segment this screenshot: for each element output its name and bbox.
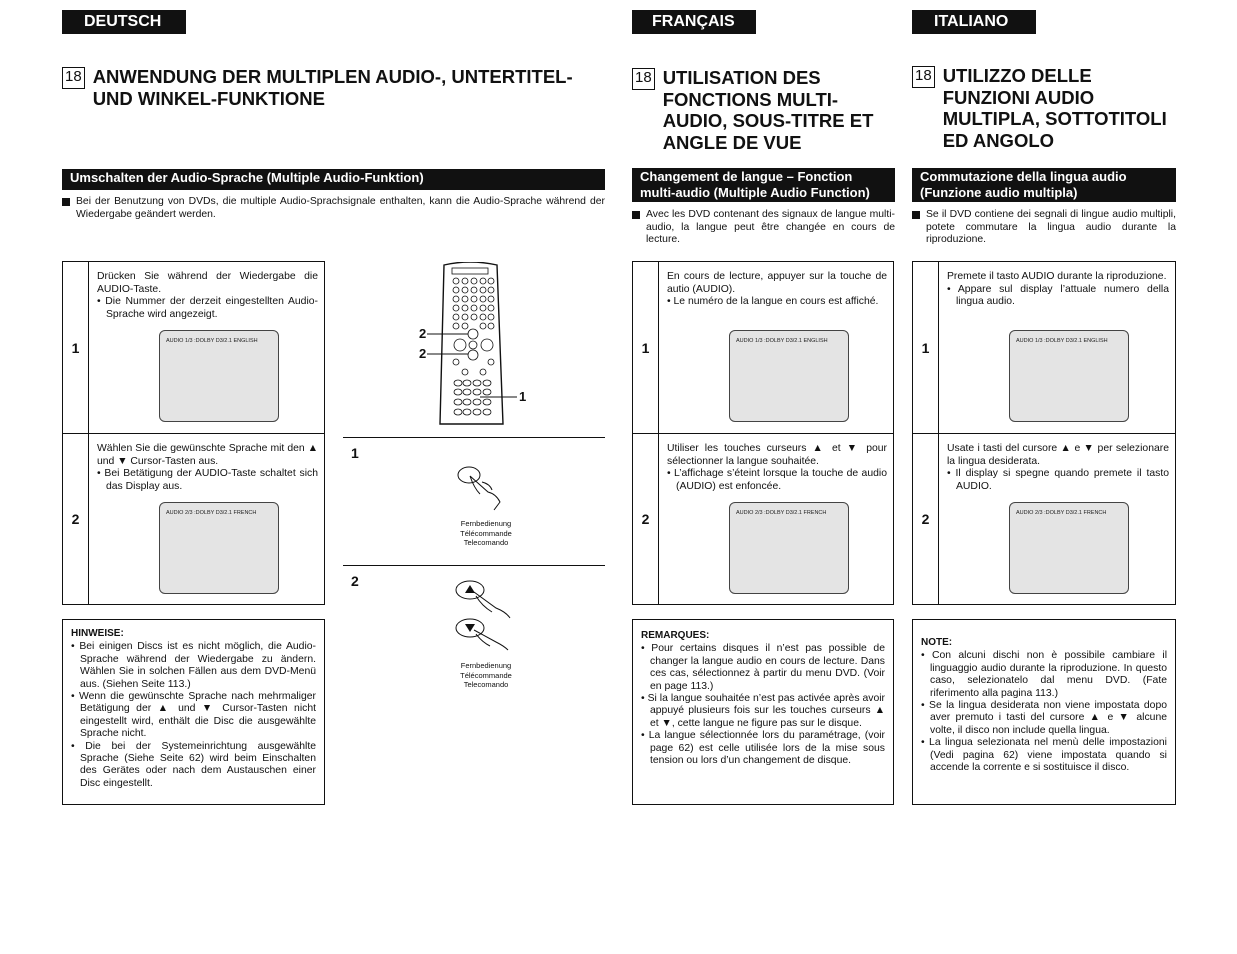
notes-box-de [62,619,325,805]
step-instruction: En cours de lecture, appuyer sur la touche de autio (AUDIO). [667,271,887,295]
intro-text: Bei der Benutzung von DVDs, die multiple Audio-Sprachsignale enthalten, kann die Audio-Sprache während der Wiedergabe geändert werden. [76,196,605,220]
caption-line: Fernbedienung [460,661,512,670]
step-text [667,271,887,309]
page-title-de [93,66,573,109]
language-tab-deutsch: DEUTSCH [62,10,186,34]
step-bullet: • Appare sul display l’attuale numero della lingua audio. [947,283,1169,308]
chapter-heading-de [62,66,602,109]
intro-fr [632,209,895,247]
chapter-heading-fr [632,67,894,153]
step-number: 2 [913,434,939,604]
finger-press-button-icon [452,462,512,512]
step-instruction: Premete il tasto AUDIO durante la riproduzione. [947,271,1167,282]
title-line: UND WINKEL-FUNKTIONE [92,87,325,109]
step-2 [63,434,324,604]
chapter-heading-it [912,65,1176,151]
remote-callout-label: 1 [519,389,527,404]
title-line: MULTIPLA, SOTTOTITOLI [942,108,1167,129]
caption [431,519,541,548]
osd-screen [159,502,279,594]
step-instruction: Drücken Sie während der Wiedergabe die AUDIO-Taste. [97,271,318,295]
step-1 [63,262,324,434]
osd-text: AUDIO 2/3 :DOLBY D3/2.1 FRENCH [736,510,827,516]
step-text [947,271,1169,309]
caption-line: Télécommande [460,670,512,680]
osd-screen [1009,502,1129,594]
notes-box-it [912,619,1176,805]
remote-callout-label: 2 [419,326,427,341]
section-heading-de: Umschalten der Audio-Sprache (Multiple Audio-Funktion) [62,169,605,190]
note-item: • La langue sélectionnée lors du paramétrage, (voir page 62) est celle utilisée lors de la mise sous tension ou lors d’un changement de disque. [641,730,885,767]
osd-screen [159,330,279,422]
section-heading-it [912,168,1176,202]
cursor-up-down-buttons-icon [452,576,516,652]
step-1 [913,262,1175,434]
step-number: 1 [633,262,659,434]
divider [343,565,605,566]
caption-line: Telecomando [463,680,509,689]
chapter-number: 18 [912,66,935,88]
step-bullet: • Die Nummer der derzeit eingestellten Audio-Sprache wird angezeigt. [97,296,318,320]
osd-screen [729,502,849,594]
chapter-number: 18 [632,68,655,90]
step-2 [633,434,893,604]
steps-box-it [912,261,1176,605]
language-tab-italiano: ITALIANO [912,10,1036,34]
osd-screen [1009,330,1129,422]
step-instruction: Usate i tasti del cursore ▲ e ▼ per selezionare la lingua desiderata. [947,443,1169,467]
title-line: FUNZIONI AUDIO [942,86,1095,108]
divider [343,437,605,438]
step-instruction: Utiliser les touches curseurs ▲ et ▼ pour sélectionner la langue souhaitée. [667,443,887,467]
remote-callout-label: 2 [419,346,427,361]
section-heading-fr [632,168,895,202]
caption-line: Fernbedienung [460,519,512,528]
osd-text: AUDIO 1/3 :DOLBY D3/2.1 ENGLISH [736,338,828,344]
step-text [667,443,887,493]
page-title-it [943,65,1167,151]
notes-title: REMARQUES: [641,630,710,641]
caption-line: Télécommande [460,528,512,538]
osd-screen [729,330,849,422]
step-number: 1 [913,262,939,434]
intro-text: Avec les DVD contenant des signaux de langue multi-audio, la langue peut être changée en cours de lecture. [646,209,895,246]
intro-de [62,196,605,221]
osd-text: AUDIO 2/3 :DOLBY D3/2.1 FRENCH [1016,510,1107,516]
square-bullet-icon [912,211,920,219]
step-2 [913,434,1175,604]
notes-box-fr [632,619,894,805]
steps-box-fr [632,261,894,605]
note-item: • Con alcuni dischi non è possibile cambiare il linguaggio audio durante la riproduzione. In questo caso, selezionatelo dal menu DVD. (Fate riferimento alla pagina 113.) [921,650,1167,699]
step-bullet: • L’affichage s’éteint lorsque la touche de audio (AUDIO) est enfoncée. [667,468,887,492]
page-title-fr [663,67,874,153]
step-text [97,443,318,493]
step-bullet: • Il display si spegne quando premete il tasto AUDIO. [947,468,1169,492]
step-number: 2 [633,434,659,604]
step-text [947,443,1169,493]
step-bullet: • Bei Betätigung der AUDIO-Taste schaltet sich das Display aus. [97,468,318,492]
note-item: • Bei einigen Discs ist es nicht möglich, die Audio-Sprache während der Wiedergabe zu ändern. Wählen Sie in solchen Fällen aus dem DVD-Menü aus. (Siehen Seite 113.) [71,641,316,690]
step-number: 2 [351,573,359,589]
caption-line: Telecomando [463,538,509,547]
section-line: Changement de langue – Fonction [640,169,853,184]
notes-title: HINWEISE: [71,628,124,639]
step-bullet: • Le numéro de la langue en cours est affiché. [667,296,879,308]
section-line: multi-audio (Multiple Audio Function) [640,185,870,200]
section-line: Commutazione della lingua audio [920,169,1127,184]
title-line: UTILIZZO DELLE [942,65,1092,86]
note-item: • Se la lingua desiderata non viene impostata dopo aver premuto i tasti del cursore ▲ e ▼ alcune volte, il disco non include quella lingua. [921,700,1167,736]
steps-box-de [62,261,325,605]
title-line: AUDIO, SOUS-TITRE ET [662,110,874,131]
intro-it [912,209,1176,247]
chapter-number: 18 [62,67,85,89]
section-line: (Funzione audio multipla) [920,185,1078,200]
step-number: 1 [63,262,89,434]
step-number: 2 [63,434,89,604]
step-number: 1 [351,445,359,461]
note-item: • La lingua selezionata nel menù delle impostazioni (Vedi pagina 62) viene impostata quando si accende la corrente e si sostituisce il disco. [921,737,1167,774]
notes-title: NOTE: [921,637,953,648]
square-bullet-icon [632,211,640,219]
title-line: ANGLE DE VUE [662,131,802,153]
intro-text: Se il DVD contiene dei segnali di lingue audio multipli, potete commutare la lingua audio durante la riproduzione. [926,209,1176,246]
title-line: FONCTIONS MULTI- [662,88,839,110]
note-item: • Die bei der Systemeinrichtung ausgewählte Sprache (Siehe Seite 62) wird beim Einschalten des Gerätes oder nach dem Austauschen einer Disc eingestellt. [71,740,316,789]
step-1 [633,262,893,434]
language-tab-francais: FRANÇAIS [632,10,756,34]
osd-text: AUDIO 1/3 :DOLBY D3/2.1 ENGLISH [1016,338,1108,344]
note-item: • Si la langue souhaitée n’est pas activée après avoir appuyé plusieurs fois sur les touches curseurs ▲ et ▼, cette langue ne figure pas sur le disque. [641,693,885,729]
title-line: ED ANGOLO [942,129,1055,151]
osd-text: AUDIO 1/3 :DOLBY D3/2.1 ENGLISH [166,338,258,344]
step-text [97,271,318,321]
osd-text: AUDIO 2/3 :DOLBY D3/2.1 FRENCH [166,510,257,516]
caption [431,661,541,690]
title-line: UTILISATION DES [662,67,821,88]
title-line: ANWENDUNG DER MULTIPLEN AUDIO-, UNTERTITEL- [92,66,573,87]
note-item: • Pour certains disques il n’est pas possible de changer la langue audio en cours de lecture. Dans ces cas, sélectionnez à partir du menu DVD. (Voir en page 113.) [641,643,885,692]
note-item: • Wenn die gewünschte Sprache nach mehrmaliger Betätigung der ▲ und ▼ Cursor-Tasten nicht eingestellt wird, enthält die Disc die ausgewählte Sprache nicht. [71,691,316,740]
square-bullet-icon [62,198,70,206]
step-instruction: Wählen Sie die gewünschte Sprache mit den ▲ und ▼ Cursor-Tasten aus. [97,443,318,467]
